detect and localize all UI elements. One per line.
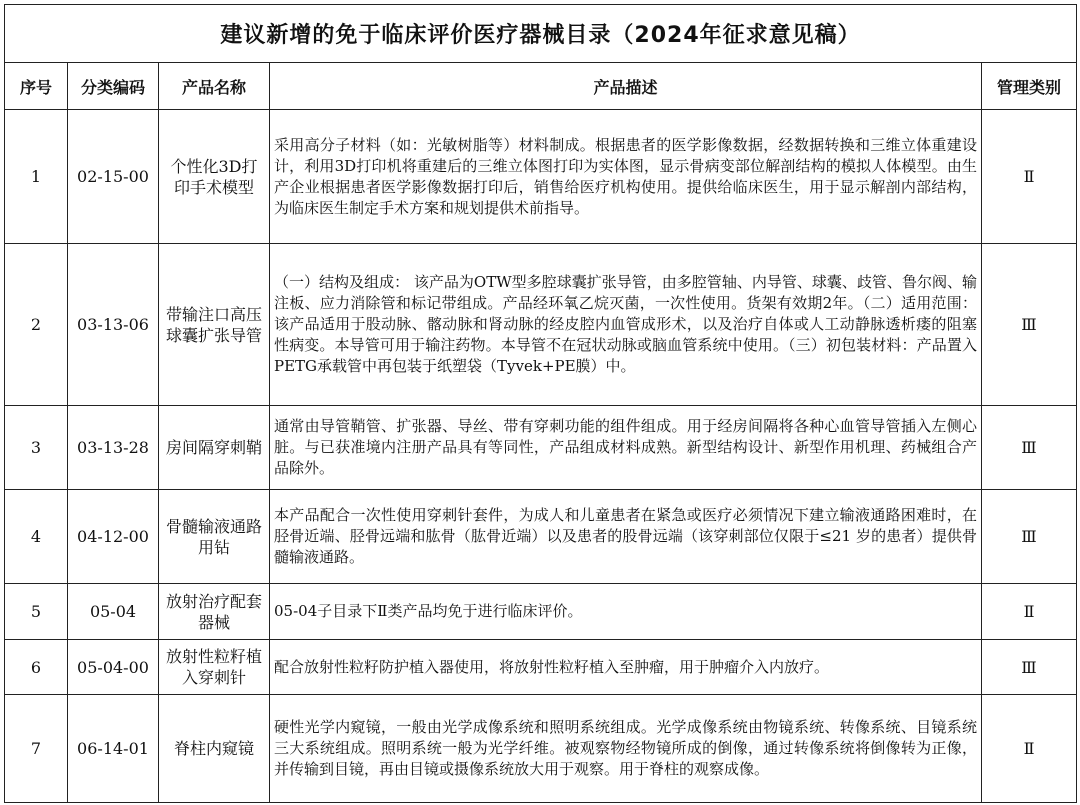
cell-code: 05-04-00 — [68, 640, 159, 695]
header-code: 分类编码 — [68, 63, 159, 110]
table-row — [5, 490, 1077, 584]
table-row — [5, 244, 1077, 406]
cell-name: 房间隔穿刺鞘 — [159, 406, 270, 490]
page-title: 建议新增的免于临床评价医疗器械目录（2024年征求意见稿） — [5, 5, 1077, 63]
cell-cls: Ⅲ — [982, 490, 1077, 584]
header-seq: 序号 — [5, 63, 68, 110]
cell-name: 脊柱内窥镜 — [159, 695, 270, 803]
cell-cls: Ⅱ — [982, 695, 1077, 803]
catalog-table — [4, 4, 1077, 803]
header-row — [5, 63, 1077, 110]
cell-code: 03-13-28 — [68, 406, 159, 490]
cell-seq: 7 — [5, 695, 68, 803]
cell-code: 05-04 — [68, 584, 159, 640]
cell-name: 带输注口高压球囊扩张导管 — [159, 244, 270, 406]
cell-code: 03-13-06 — [68, 244, 159, 406]
cell-name: 放射性粒籽植入穿刺针 — [159, 640, 270, 695]
cell-seq: 6 — [5, 640, 68, 695]
cell-cls: Ⅲ — [982, 406, 1077, 490]
cell-name: 放射治疗配套器械 — [159, 584, 270, 640]
cell-seq: 2 — [5, 244, 68, 406]
cell-seq: 5 — [5, 584, 68, 640]
cell-seq: 4 — [5, 490, 68, 584]
cell-seq: 3 — [5, 406, 68, 490]
cell-name: 骨髓输液通路用钻 — [159, 490, 270, 584]
cell-desc: （一）结构及组成： 该产品为OTW型多腔球囊扩张导管，由多腔管轴、内导管、球囊、歧管、鲁尔阀、输注板、应力消除管和标记带组成。产品经环氧乙烷灭菌，一次性使用。货架有效期2年。（二）适用范围： 该产品适用于股动脉、髂动脉和肾动脉的经皮腔内血管成形术，以及治疗自体或人工动静脉透析瘘的阻塞性病变。本导管可用于输注药物。本导管不在冠状动脉或脑血管系统中使用。（三）初包装材料：产品置入PETG承载管中再包装于纸塑袋（Tyvek+PE膜）中。 — [270, 244, 982, 406]
cell-seq: 1 — [5, 110, 68, 244]
header-cls: 管理类别 — [982, 63, 1077, 110]
cell-cls: Ⅲ — [982, 640, 1077, 695]
table-row — [5, 406, 1077, 490]
table-row — [5, 640, 1077, 695]
cell-name: 个性化3D打印手术模型 — [159, 110, 270, 244]
title-row — [5, 5, 1077, 63]
cell-cls: Ⅱ — [982, 584, 1077, 640]
cell-code: 02-15-00 — [68, 110, 159, 244]
header-name: 产品名称 — [159, 63, 270, 110]
table-row — [5, 584, 1077, 640]
table-row — [5, 110, 1077, 244]
cell-desc: 配合放射性粒籽防护植入器使用，将放射性粒籽植入至肿瘤，用于肿瘤介入内放疗。 — [270, 640, 982, 695]
table-row — [5, 695, 1077, 803]
cell-desc: 本产品配合一次性使用穿刺针套件，为成人和儿童患者在紧急或医疗必须情况下建立输液通路困难时，在胫骨近端、胫骨远端和肱骨（肱骨近端）以及患者的股骨远端（该穿刺部位仅限于≤21 岁的患者）提供骨髓输液通路。 — [270, 490, 982, 584]
cell-cls: Ⅲ — [982, 244, 1077, 406]
cell-code: 04-12-00 — [68, 490, 159, 584]
cell-cls: Ⅱ — [982, 110, 1077, 244]
cell-desc: 采用高分子材料（如：光敏树脂等）材料制成。根据患者的医学影像数据，经数据转换和三维立体重建设计，利用3D打印机将重建后的三维立体图打印为实体图，显示骨病变部位解剖结构的模拟人体模型。由生产企业根据患者医学影像数据打印后，销售给医疗机构使用。提供给临床医生，用于显示解剖内部结构，为临床医生制定手术方案和规划提供术前指导。 — [270, 110, 982, 244]
cell-code: 06-14-01 — [68, 695, 159, 803]
cell-desc: 硬性光学内窥镜，一般由光学成像系统和照明系统组成。光学成像系统由物镜系统、转像系统、目镜系统三大系统组成。照明系统一般为光学纤维。被观察物经物镜所成的倒像，通过转像系统将倒像转为正像，并传输到目镜，再由目镜或摄像系统放大用于观察。用于脊柱的观察成像。 — [270, 695, 982, 803]
cell-desc: 通常由导管鞘管、扩张器、导丝、带有穿刺功能的组件组成。用于经房间隔将各种心血管导管插入左侧心脏。与已获准境内注册产品具有等同性，产品组成材料成熟。新型结构设计、新型作用机理、药械组合产品除外。 — [270, 406, 982, 490]
cell-desc: 05-04子目录下Ⅱ类产品均免于进行临床评价。 — [270, 584, 982, 640]
header-desc: 产品描述 — [270, 63, 982, 110]
